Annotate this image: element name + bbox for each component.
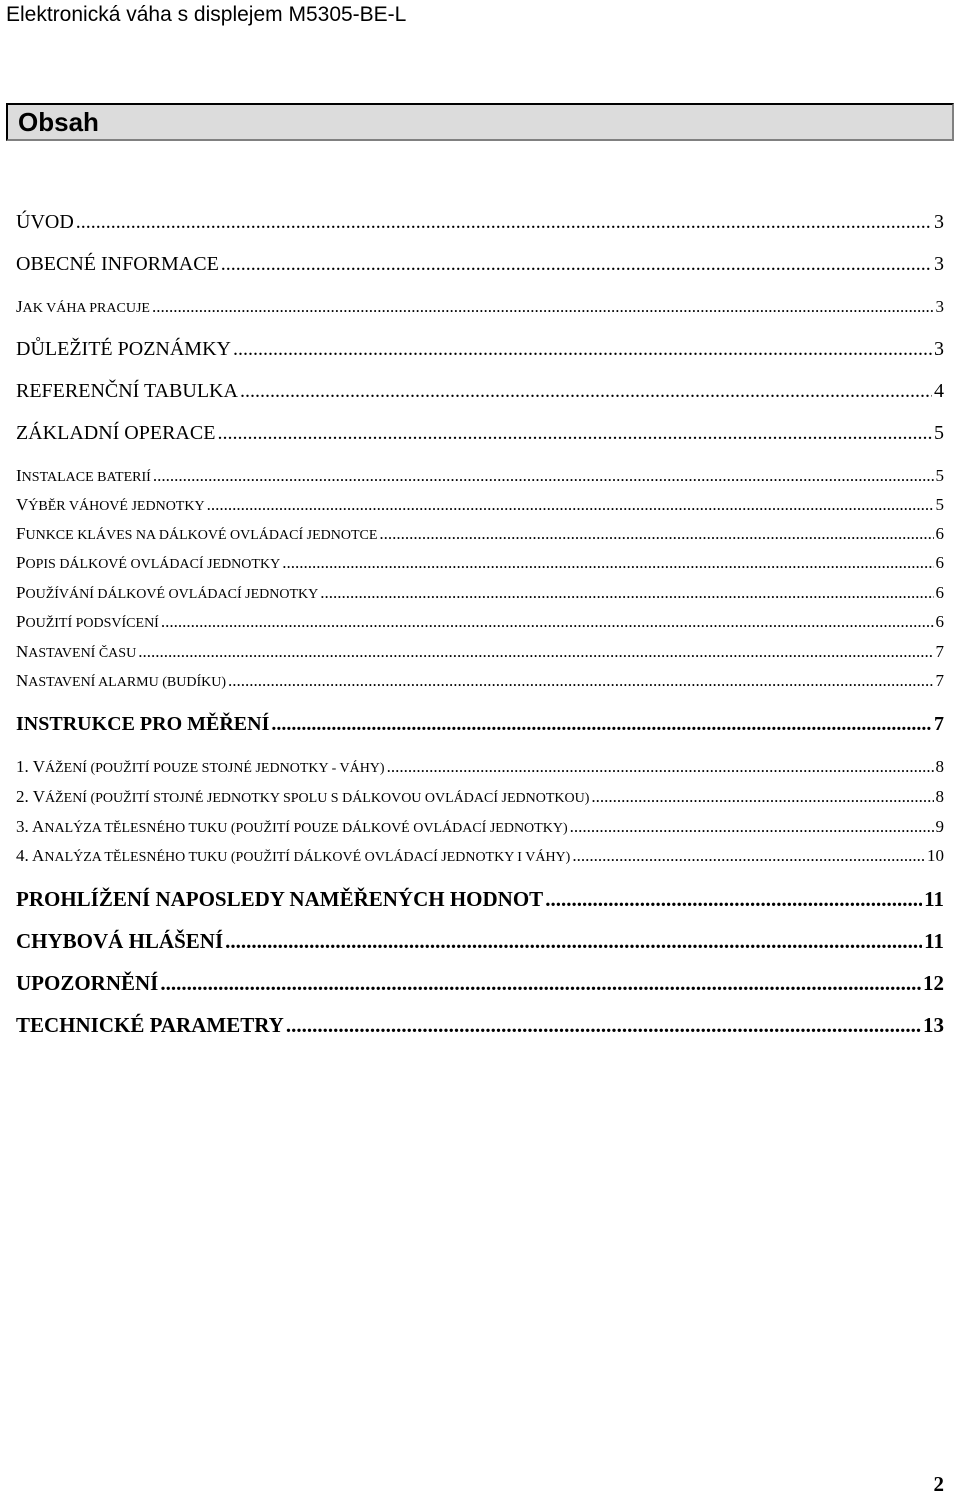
toc-entry-page: 11 bbox=[924, 929, 944, 953]
toc-leader-dots bbox=[138, 642, 933, 662]
toc-entry-dulezite-poznamky[interactable] bbox=[16, 338, 944, 361]
toc-entry-page: 12 bbox=[923, 971, 944, 995]
toc-entry-page: 11 bbox=[924, 887, 944, 911]
toc-entry-label: REFERENČNÍ TABULKA bbox=[16, 380, 238, 402]
toc-entry-page: 7 bbox=[935, 671, 944, 690]
toc-entry-page: 3 bbox=[934, 338, 944, 360]
toc-leader-dots bbox=[387, 757, 934, 777]
toc-entry-prohlizeni-hodnot[interactable] bbox=[16, 887, 944, 912]
toc-entry-label: 2. VÁŽENÍ (POUŽITÍ STOJNÉ JEDNOTKY SPOLU S DÁLKOVOU OVLÁDACÍ JEDNOTKOU) bbox=[16, 787, 590, 806]
toc-entry-label: PROHLÍŽENÍ NAPOSLEDY NAMĚŘENÝCH HODNOT bbox=[16, 887, 544, 911]
toc-entry-label: POUŽÍVÁNÍ DÁLKOVÉ OVLÁDACÍ JEDNOTKY bbox=[16, 583, 319, 602]
toc-entry-instalace-baterii[interactable] bbox=[16, 466, 944, 486]
toc-entry-page: 7 bbox=[935, 642, 944, 661]
toc-entry-page: 5 bbox=[934, 422, 944, 444]
toc-entry-referencni-tabulka[interactable] bbox=[16, 380, 944, 403]
page-number: 2 bbox=[933, 1472, 944, 1496]
toc-entry-label: 4. ANALÝZA TĚLESNÉHO TUKU (POUŽITÍ DÁLKOVÉ OVLÁDACÍ JEDNOTKY I VÁHY) bbox=[16, 846, 571, 865]
toc-entry-page: 9 bbox=[935, 817, 944, 836]
toc-entry-page: 8 bbox=[935, 757, 944, 776]
toc-leader-dots bbox=[570, 817, 934, 837]
toc-entry-zakladni-operace[interactable] bbox=[16, 422, 944, 445]
toc-leader-dots bbox=[320, 583, 933, 603]
toc-entry-upozorneni[interactable] bbox=[16, 971, 944, 996]
toc-leader-dots bbox=[591, 787, 933, 807]
toc-entry-label: 1. VÁŽENÍ (POUŽITÍ POUZE STOJNÉ JEDNOTKY - VÁHY) bbox=[16, 757, 385, 776]
toc-entry-page: 5 bbox=[935, 495, 944, 514]
toc-entry-label: NASTAVENÍ ALARMU (BUDÍKU) bbox=[16, 671, 227, 690]
toc-entry-popis-dalkove[interactable] bbox=[16, 553, 944, 573]
toc-leader-dots bbox=[233, 338, 932, 361]
toc-entry-page: 6 bbox=[935, 583, 944, 602]
toc-leader-dots bbox=[286, 1013, 921, 1038]
toc-entry-label: OBECNÉ INFORMACE bbox=[16, 253, 219, 275]
toc-leader-dots bbox=[221, 253, 932, 276]
toc-leader-dots bbox=[152, 297, 934, 317]
toc-leader-dots bbox=[153, 466, 934, 486]
toc-entry-page: 10 bbox=[927, 846, 944, 865]
toc-leader-dots bbox=[217, 422, 932, 445]
toc-entry-page: 4 bbox=[934, 380, 944, 402]
toc-entry-label: DŮLEŽITÉ POZNÁMKY bbox=[16, 338, 231, 360]
toc-entry-label: UPOZORNĚNÍ bbox=[16, 971, 159, 995]
toc-entry-label: TECHNICKÉ PARAMETRY bbox=[16, 1013, 284, 1037]
toc-leader-dots bbox=[160, 971, 921, 996]
toc-entry-label: INSTRUKCE PRO MĚŘENÍ bbox=[16, 713, 270, 735]
toc-leader-dots bbox=[240, 380, 932, 403]
toc-entry-obecne-informace[interactable] bbox=[16, 253, 944, 276]
toc-entry-label: ÚVOD bbox=[16, 211, 74, 233]
toc-entry-funkce-klaves[interactable] bbox=[16, 524, 944, 544]
toc-leader-dots bbox=[545, 887, 922, 912]
toc-entry-page: 3 bbox=[935, 297, 944, 316]
toc-entry-page: 3 bbox=[934, 211, 944, 233]
toc-leader-dots bbox=[282, 553, 933, 573]
toc-entry-nastaveni-casu[interactable] bbox=[16, 642, 944, 662]
toc-leader-dots bbox=[225, 929, 922, 954]
toc-entry-label: VÝBĚR VÁHOVÉ JEDNOTKY bbox=[16, 495, 205, 514]
toc-entry-label: INSTALACE BATERIÍ bbox=[16, 466, 151, 485]
toc-leader-dots bbox=[228, 671, 933, 691]
toc-entry-analyza-4[interactable] bbox=[16, 846, 944, 866]
toc-entry-chybova-hlaseni[interactable] bbox=[16, 929, 944, 954]
toc-entry-pouzivani-dalkove[interactable] bbox=[16, 583, 944, 603]
toc-entry-label: FUNKCE KLÁVES NA DÁLKOVÉ OVLÁDACÍ JEDNOTCE bbox=[16, 524, 378, 543]
toc-entry-page: 6 bbox=[935, 612, 944, 631]
toc-entry-label: POUŽITÍ PODSVÍCENÍ bbox=[16, 612, 159, 631]
toc-leader-dots bbox=[379, 524, 933, 544]
toc-heading-bar bbox=[6, 103, 954, 141]
toc-leader-dots bbox=[76, 211, 932, 234]
toc-entry-label: 3. ANALÝZA TĚLESNÉHO TUKU (POUŽITÍ POUZE DÁLKOVÉ OVLÁDACÍ JEDNOTKY) bbox=[16, 817, 568, 836]
toc-leader-dots bbox=[271, 713, 932, 736]
toc-entry-vazeni-2[interactable] bbox=[16, 787, 944, 807]
toc-entry-technicke-parametry[interactable] bbox=[16, 1013, 944, 1038]
toc-entry-uvod[interactable] bbox=[16, 211, 944, 234]
toc-entry-page: 13 bbox=[923, 1013, 944, 1037]
toc-entry-vazeni-1[interactable] bbox=[16, 757, 944, 777]
toc-heading: Obsah bbox=[18, 107, 99, 137]
toc-entry-page: 6 bbox=[935, 553, 944, 572]
toc-entry-nastaveni-alarmu[interactable] bbox=[16, 671, 944, 691]
toc-entry-jak-vaha-pracuje[interactable] bbox=[16, 297, 944, 317]
toc-entry-page: 7 bbox=[934, 713, 944, 735]
toc-entry-page: 8 bbox=[935, 787, 944, 806]
toc-entry-pouziti-podsviceni[interactable] bbox=[16, 612, 944, 632]
toc-entry-label: CHYBOVÁ HLÁŠENÍ bbox=[16, 929, 224, 953]
toc-leader-dots bbox=[572, 846, 925, 866]
toc-entry-label: POPIS DÁLKOVÉ OVLÁDACÍ JEDNOTKY bbox=[16, 553, 281, 572]
toc-entry-label: ZÁKLADNÍ OPERACE bbox=[16, 422, 216, 444]
toc-entry-label: NASTAVENÍ ČASU bbox=[16, 642, 137, 661]
toc-leader-dots bbox=[161, 612, 934, 632]
toc-entry-vyber-vahove-jednotky[interactable] bbox=[16, 495, 944, 515]
toc-entry-page: 5 bbox=[935, 466, 944, 485]
toc-entry-page: 6 bbox=[935, 524, 944, 543]
document-title: Elektronická váha s displejem M5305-BE-L bbox=[6, 3, 407, 26]
toc-entry-instrukce-pro-mereni[interactable] bbox=[16, 713, 944, 736]
toc-entry-analyza-3[interactable] bbox=[16, 817, 944, 837]
toc-entry-page: 3 bbox=[934, 253, 944, 275]
toc-entry-label: JAK VÁHA PRACUJE bbox=[16, 297, 150, 316]
toc-leader-dots bbox=[207, 495, 934, 515]
